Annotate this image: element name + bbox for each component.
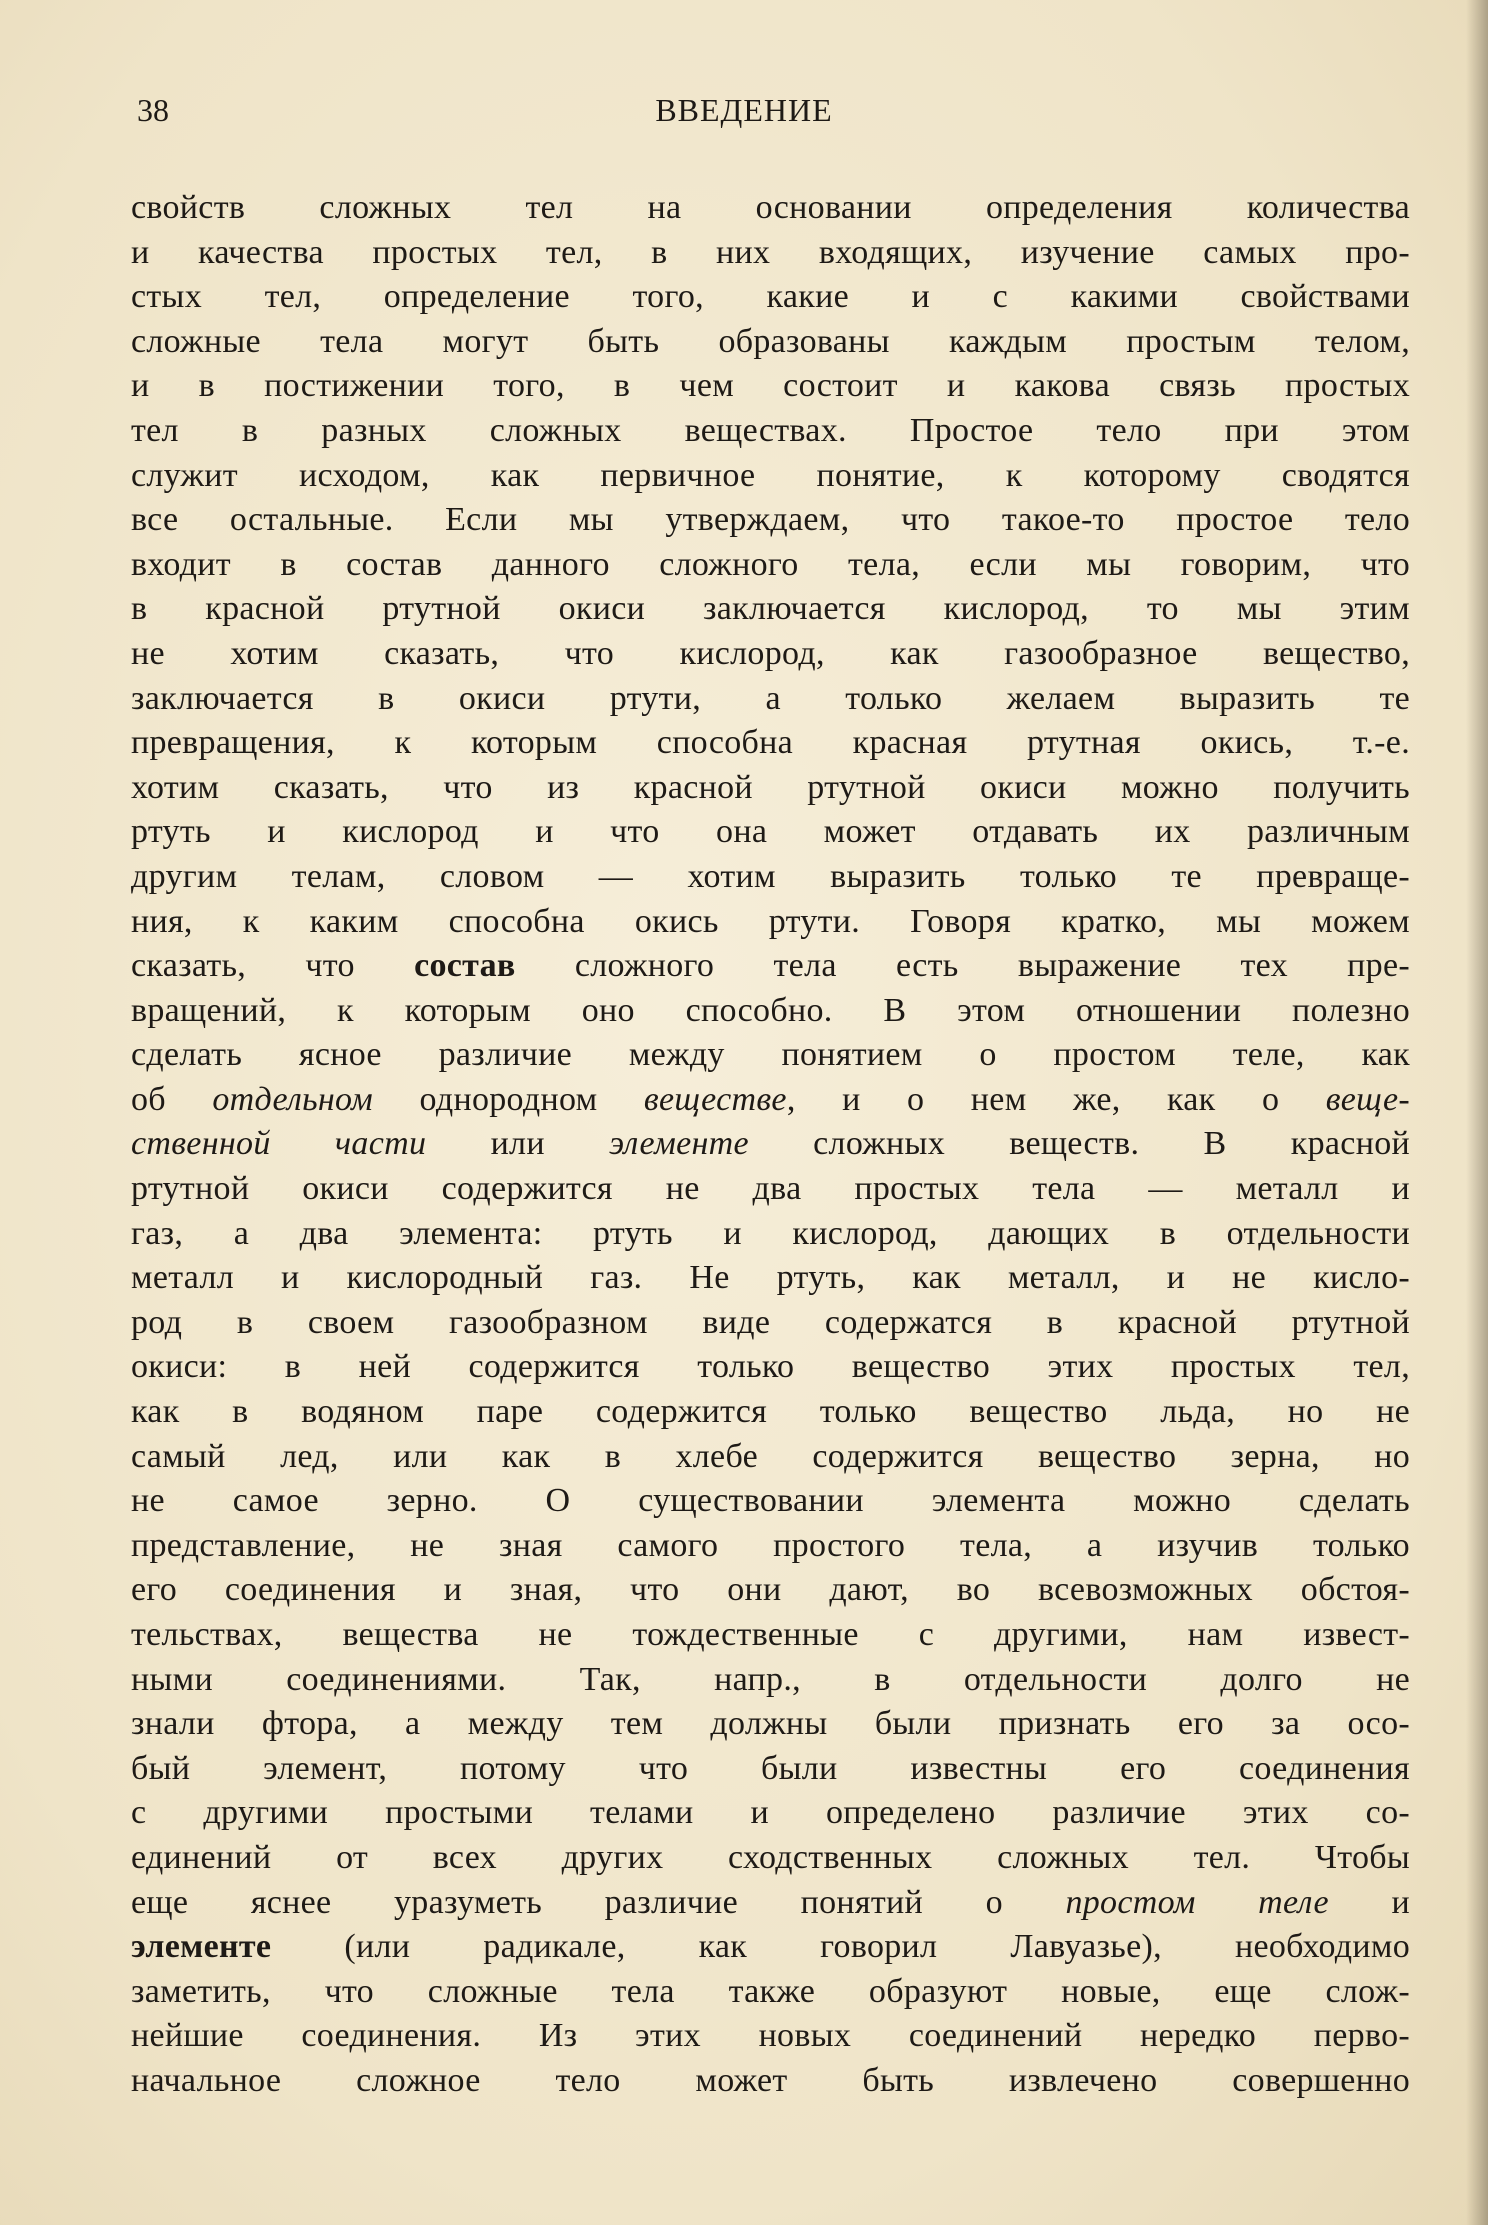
text-line	[131, 231, 1410, 276]
text-line	[131, 587, 1410, 632]
text-line	[131, 1390, 1410, 1435]
text-segment: бый элемент, потому что были известны его соединения	[131, 1749, 1410, 1787]
text-line	[131, 275, 1410, 320]
text-line	[131, 766, 1410, 811]
text-segment: сложных веществ. В красной	[748, 1125, 1410, 1163]
text-line	[131, 1970, 1410, 2015]
text-segment: род в своем газообразном виде содержатся в красной ртутной	[131, 1303, 1410, 1341]
text-line	[131, 855, 1410, 900]
text-segment: еще яснее уразуметь различие понятий о	[131, 1883, 1066, 1921]
text-line	[131, 543, 1410, 588]
text-segment: металл и кислородный газ. Не ртуть, как металл, и не кисло-	[131, 1259, 1410, 1297]
text-segment: превращения, к которым способна красная ртутная окись, т.-е.	[131, 724, 1410, 762]
text-line	[131, 364, 1410, 409]
text-segment: сложные тела могут быть образованы каждым простым телом,	[131, 322, 1410, 360]
text-line	[131, 810, 1410, 855]
text-line	[131, 1212, 1410, 1257]
text-line	[131, 1791, 1410, 1836]
text-line	[131, 2059, 1410, 2104]
text-line	[131, 1524, 1410, 1569]
text-segment: окиси: в ней содержится только вещество этих простых тел,	[131, 1348, 1410, 1386]
page-number: 38	[137, 92, 169, 128]
text-segment: ными соединениями. Так, напр., в отдельности долго не	[131, 1660, 1410, 1698]
text-segment: (или радикале, как говорил Лавуазье), необходимо	[271, 1928, 1410, 1966]
text-segment: как в водяном паре содержится только вещество льда, но не	[131, 1393, 1410, 1431]
italic-term: простом теле	[1065, 1883, 1329, 1921]
text-line	[131, 677, 1410, 722]
text-line	[131, 1836, 1410, 1881]
text-line	[131, 721, 1410, 766]
text-segment: нейшие соединения. Из этих новых соединений нередко перво-	[131, 2017, 1410, 2055]
text-segment: заключается в окиси ртути, а только желаем выразить те	[131, 679, 1410, 717]
text-line	[131, 1568, 1410, 1613]
text-segment: ния, к каким способна окись ртути. Говоря кратко, мы можем	[131, 902, 1410, 940]
running-title: ВВЕДЕНИЕ	[655, 92, 833, 128]
text-segment: другим телам, словом — хотим выразить только те превраще-	[131, 857, 1410, 895]
text-line	[131, 900, 1410, 945]
text-segment: в красной ртутной окиси заключается кислород, то мы этим	[131, 590, 1410, 628]
text-line	[131, 989, 1410, 1034]
text-line	[131, 632, 1410, 677]
text-line	[131, 320, 1410, 365]
text-line	[131, 1881, 1410, 1926]
text-segment: вращений, к которым оно способно. В этом отношении полезно	[131, 991, 1410, 1029]
text-segment: и в постижении того, в чем состоит и какова связь простых	[131, 367, 1410, 405]
text-line	[131, 1925, 1410, 1970]
text-segment: об	[131, 1080, 213, 1118]
italic-term: отдельном	[212, 1080, 374, 1118]
text-segment: самый лед, или как в хлебе содержится вещество зерна, но	[131, 1437, 1410, 1475]
text-segment: газ, а два элемента: ртуть и кислород, дающих в отдельности	[131, 1214, 1410, 1252]
text-line	[131, 1122, 1410, 1167]
text-line	[131, 186, 1410, 231]
text-segment: свойств сложных тел на основании определения количества	[131, 189, 1410, 226]
page-edge-shadow	[1466, 0, 1488, 2225]
text-segment: с другими простыми телами и определено различие этих со-	[131, 1794, 1410, 1832]
text-segment: ртутной окиси содержится не два простых тела — металл и	[131, 1170, 1410, 1208]
text-line	[131, 2014, 1410, 2059]
text-segment: или	[426, 1125, 610, 1163]
text-segment: тел в разных сложных веществах. Простое тело при этом	[131, 411, 1410, 449]
text-line	[131, 1479, 1410, 1524]
text-segment: служит исходом, как первичное понятие, к которому сводятся	[131, 456, 1410, 494]
text-line	[131, 1256, 1410, 1301]
text-segment: все остальные. Если мы утверждаем, что такое-то простое тело	[131, 501, 1410, 539]
text-line	[131, 1078, 1410, 1123]
text-line	[131, 944, 1410, 989]
text-segment: заметить, что сложные тела также образуют новые, еще слож-	[131, 1972, 1410, 2010]
text-line	[131, 1345, 1410, 1390]
text-line	[131, 498, 1410, 543]
text-segment: знали фтора, а между тем должны были признать его за осо-	[131, 1705, 1410, 1743]
text-segment: тельствах, вещества не тождественные с другими, нам извест-	[131, 1616, 1410, 1653]
text-segment: , и о нем же, как о	[786, 1080, 1326, 1118]
text-line	[131, 454, 1410, 499]
text-segment: его соединения и зная, что они дают, во всевозможных обстоя-	[131, 1571, 1410, 1609]
text-line	[131, 1033, 1410, 1078]
text-line	[131, 1167, 1410, 1212]
bold-term: элементе	[131, 1928, 272, 1966]
text-line	[131, 409, 1410, 454]
text-line	[131, 1702, 1410, 1747]
text-line	[131, 1658, 1410, 1703]
text-segment: сложного тела есть выражение тех пре-	[515, 947, 1410, 985]
text-segment: сделать ясное различие между понятием о простом теле, как	[131, 1036, 1410, 1074]
text-segment: начальное сложное тело может быть извлечено совершенно	[131, 2061, 1410, 2099]
text-segment: ртуть и кислород и что она может отдавать их различным	[131, 813, 1410, 851]
text-line	[131, 1301, 1410, 1346]
bold-term: состав	[414, 947, 516, 985]
text-segment: представление, не зная самого простого тела, а изучив только	[131, 1526, 1410, 1564]
text-line	[131, 1613, 1410, 1658]
text-line	[131, 1435, 1410, 1480]
body-text	[131, 186, 1410, 2104]
text-line	[131, 1747, 1410, 1792]
text-segment: стых тел, определение того, какие и с какими свойствами	[131, 278, 1410, 316]
text-segment: не хотим сказать, что кислород, как газообразное вещество,	[131, 634, 1410, 672]
text-segment: хотим сказать, что из красной ртутной окиси можно получить	[131, 768, 1410, 806]
page-header	[0, 90, 1488, 130]
text-segment: входит в состав данного сложного тела, если мы говорим, что	[131, 545, 1410, 583]
italic-term: веще-	[1325, 1080, 1410, 1118]
text-segment: и	[1328, 1883, 1410, 1921]
text-segment: и качества простых тел, в них входящих, изучение самых про-	[131, 233, 1410, 271]
italic-term: веществе	[643, 1080, 787, 1118]
text-segment: не самое зерно. О существовании элемента можно сделать	[131, 1482, 1410, 1520]
text-segment: сказать, что	[131, 947, 415, 985]
italic-term: элементе	[609, 1125, 749, 1163]
italic-term: ственной части	[131, 1125, 427, 1163]
text-segment: однородном	[373, 1080, 644, 1118]
text-segment: единений от всех других сходственных сложных тел. Чтобы	[131, 1838, 1410, 1876]
